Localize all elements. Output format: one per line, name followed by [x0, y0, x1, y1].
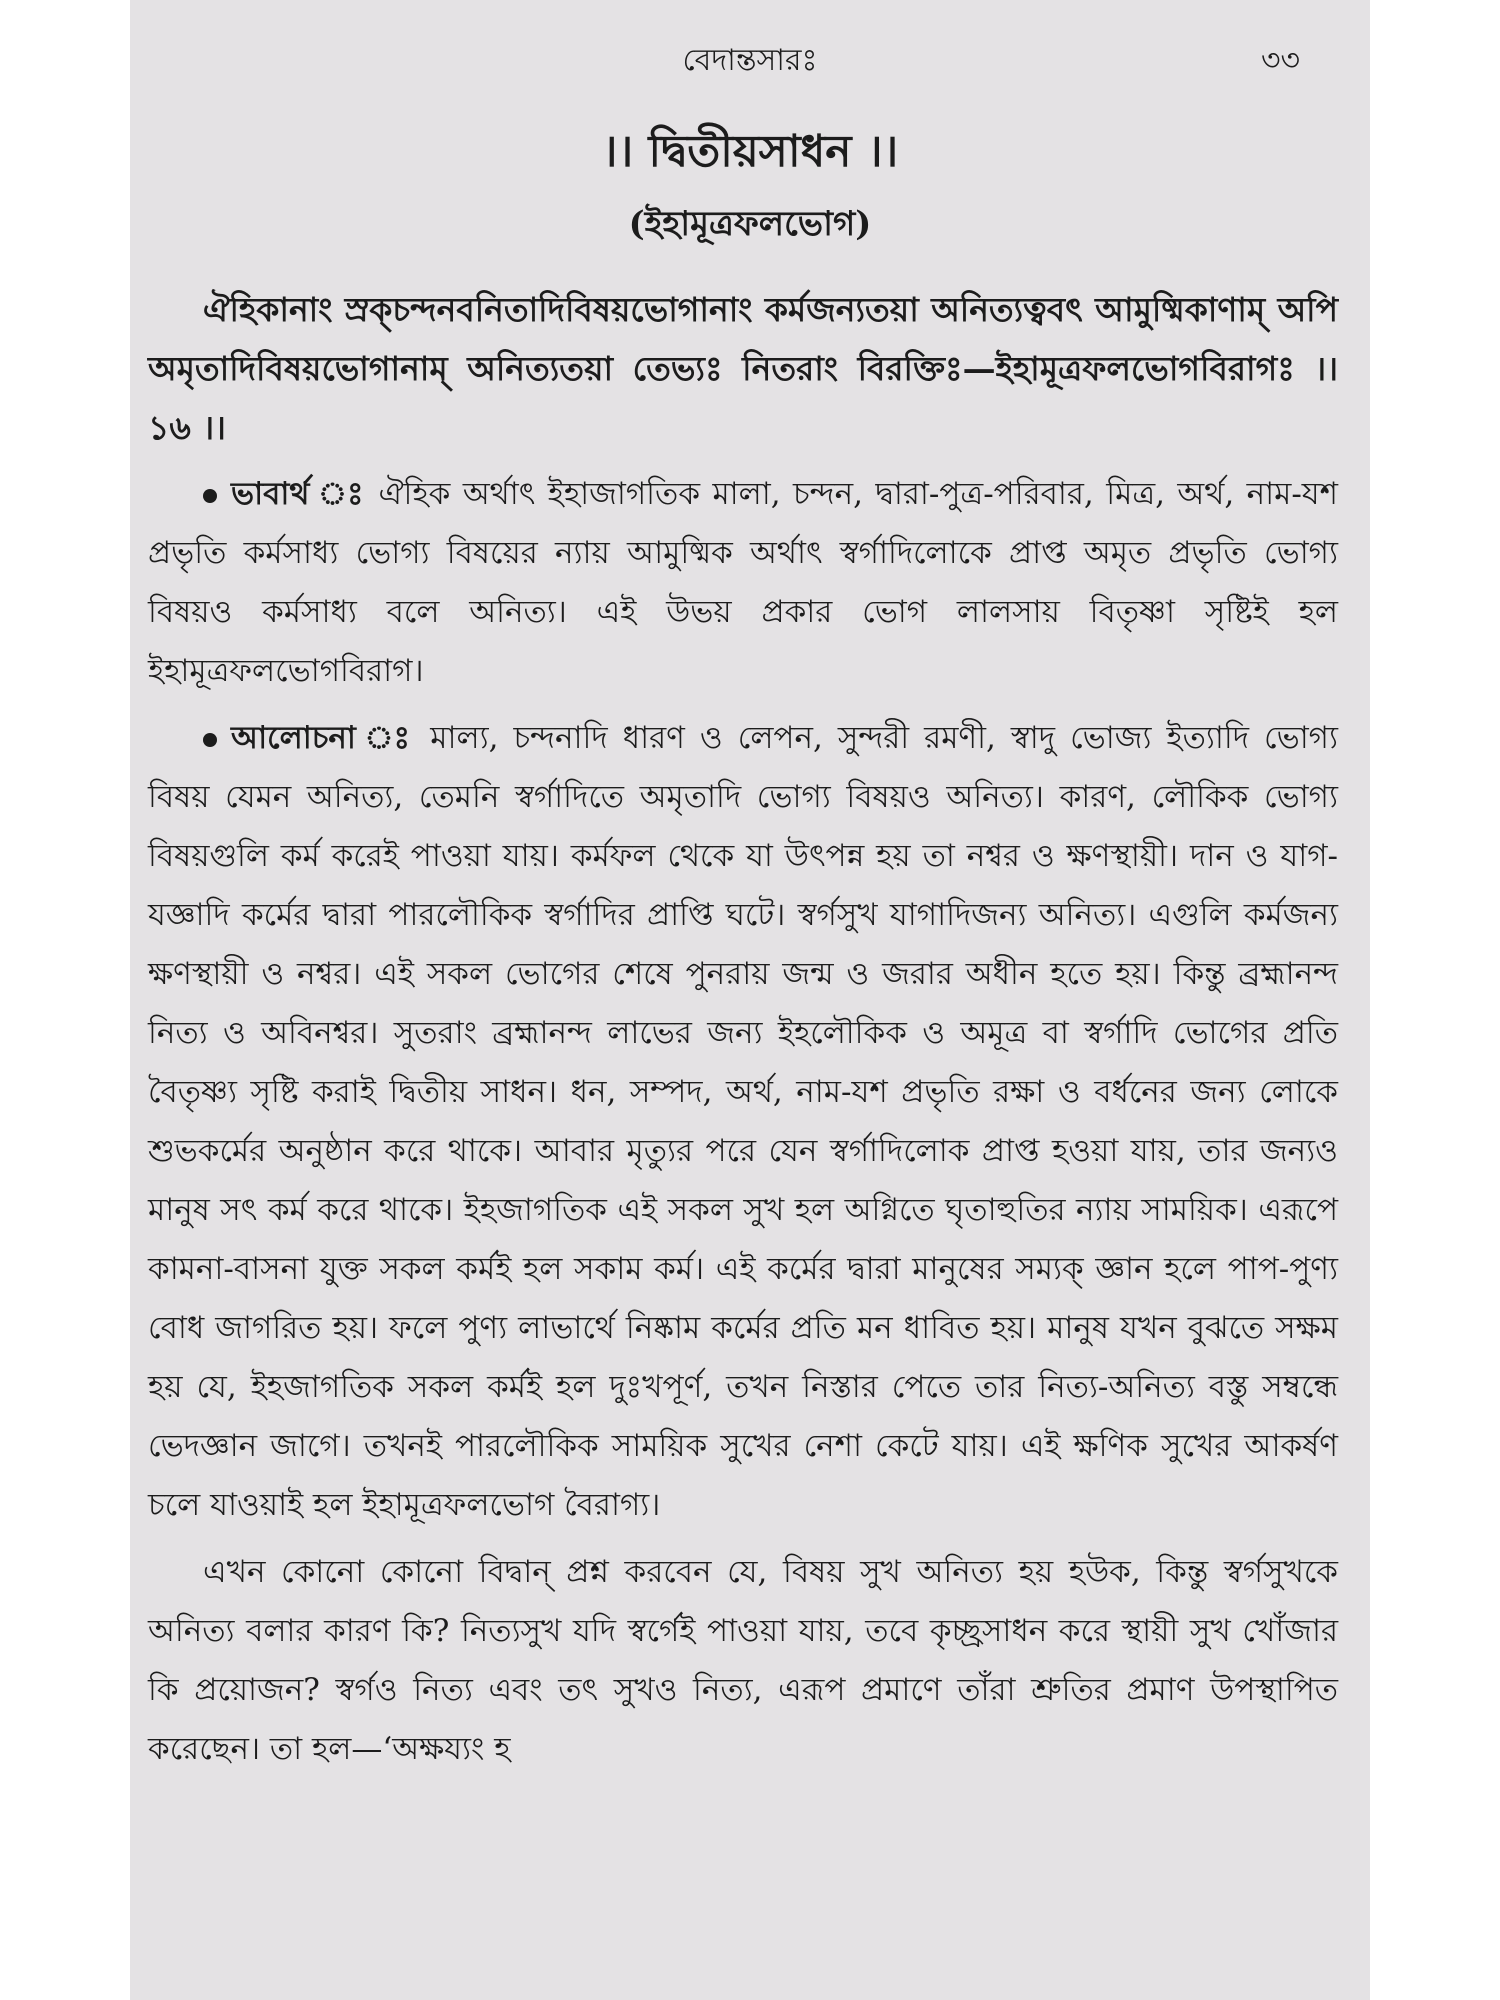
bhavartha-label: ভাবার্থ ঃ	[231, 476, 367, 512]
bhavartha-paragraph	[148, 465, 1338, 701]
bullet-icon	[203, 733, 217, 747]
chapter-title: ।। দ্বিতীয়সাধন ।।	[601, 126, 899, 177]
body-text	[148, 280, 1338, 1787]
running-title: বেদান্তসারঃ	[682, 43, 818, 78]
alochana-paragraph	[148, 709, 1338, 1535]
running-header	[130, 30, 1370, 80]
chapter-subtitle: (ইহামূত্রফলভোগ)	[628, 204, 872, 244]
page-number: ৩৩	[1260, 43, 1300, 78]
closing-paragraph: এখন কোনো কোনো বিদ্বান্ প্রশ্ন করবেন যে, বিষয় সুখ অনিত্য হয় হউক, কিন্তু স্বর্গসুখকে অনিত্য বলার কারণ কি? নিত্যসুখ যদি স্বর্গেই পাওয়া যায়, তবে কৃচ্ছ্রসাধন করে স্থায়ী সুখ খোঁজার কি প্রয়োজন? স্বর্গও নিত্য এবং তৎ সুখও নিত্য, এরূপ প্রমাণে তাঁরা শ্রুতির প্রমাণ উপস্থাপিত করেছেন। তা হল—‘অক্ষয্যং হ	[148, 1554, 1338, 1767]
bullet-icon	[203, 489, 217, 503]
alochana-label: আলোচনা ঃ	[231, 720, 416, 756]
alochana-text: মাল্য, চন্দনাদি ধারণ ও লেপন, সুন্দরী রমণী, স্বাদু ভোজ্য ইত্যাদি ভোগ্য বিষয় যেমন অনিত্য, তেমনি স্বর্গাদিতে অমৃতাদি ভোগ্য বিষয়ও অনিত্য। কারণ, লৌকিক ভোগ্য বিষয়গুলি কর্ম করেই পাওয়া যায়। কর্মফল থেকে যা উৎপন্ন হয় তা নশ্বর ও ক্ষণস্থায়ী। দান ও যাগ-যজ্ঞাদি কর্মের দ্বারা পারলৌকিক স্বর্গাদির প্রাপ্তি ঘটে। স্বর্গসুখ যাগাদিজন্য অনিত্য। এগুলি কর্মজন্য ক্ষণস্থায়ী ও নশ্বর। এই সকল ভোগের শেষে পুনরায় জন্ম ও জরার অধীন হতে হয়। কিন্তু ব্রহ্মানন্দ নিত্য ও অবিনশ্বর। সুতরাং ব্রহ্মানন্দ লাভের জন্য ইহলৌকিক ও অমূত্র বা স্বর্গাদি ভোগের প্রতি বৈতৃষ্ণ্য সৃষ্টি করাই দ্বিতীয় সাধন। ধন, সম্পদ, অর্থ, নাম-যশ প্রভৃতি রক্ষা ও বর্ধনের জন্য লোকে শুভকর্মের অনুষ্ঠান করে থাকে। আবার মৃত্যুর পরে যেন স্বর্গাদিলোক প্রাপ্ত হওয়া যায়, তার জন্যও মানুষ সৎ কর্ম করে থাকে। ইহজাগতিক এই সকল সুখ হল অগ্নিতে ঘৃতাহুতির ন্যায় সাময়িক। এরূপে কামনা-বাসনা যুক্ত সকল কর্মই হল সকাম কর্ম। এই কর্মের দ্বারা মানুষের সম্যক্ জ্ঞান হলে পাপ-পুণ্য বোধ জাগরিত হয়। ফলে পুণ্য লাভার্থে নিষ্কাম কর্মের প্রতি মন ধাবিত হয়। মানুষ যখন বুঝতে সক্ষম হয় যে, ইহজাগতিক সকল কর্মই হল দুঃখপূর্ণ, তখন নিস্তার পেতে তার নিত্য-অনিত্য বস্তু সম্বন্ধে ভেদজ্ঞান জাগে। তখনই পারলৌকিক সাময়িক সুখের নেশা কেটে যায়। এই ক্ষণিক সুখের আকর্ষণ চলে যাওয়াই হল ইহামূত্রফলভোগ বৈরাগ্য।	[148, 720, 1338, 1523]
sutra-paragraph: ঐহিকানাং স্রক্চন্দনবনিতাদিবিষয়ভোগানাং কর্মজন্যতয়া অনিত্যত্ববৎ আমুষ্মিকাণাম্ অপি অমৃতাদিবিষয়ভোগানাম্ অনিত্যতয়া তেভ্যঃ নিতরাং বিরক্তিঃ—ইহামূত্রফলভোগবিরাগঃ ।। ১৬ ।।	[148, 290, 1338, 447]
book-page	[130, 0, 1370, 2000]
bhavartha-text: ঐহিক অর্থাৎ ইহাজাগতিক মালা, চন্দন, দ্বারা-পুত্র-পরিবার, মিত্র, অর্থ, নাম-যশ প্রভৃতি কর্মসাধ্য ভোগ্য বিষয়ের ন্যায় আমুষ্মিক অর্থাৎ স্বর্গাদিলোকে প্রাপ্ত অমৃত প্রভৃতি ভোগ্য বিষয়ও কর্মসাধ্য বলে অনিত্য। এই উভয় প্রকার ভোগ লালসায় বিতৃষ্ণা সৃষ্টিই হল ইহামূত্রফলভোগবিরাগ।	[148, 476, 1339, 689]
